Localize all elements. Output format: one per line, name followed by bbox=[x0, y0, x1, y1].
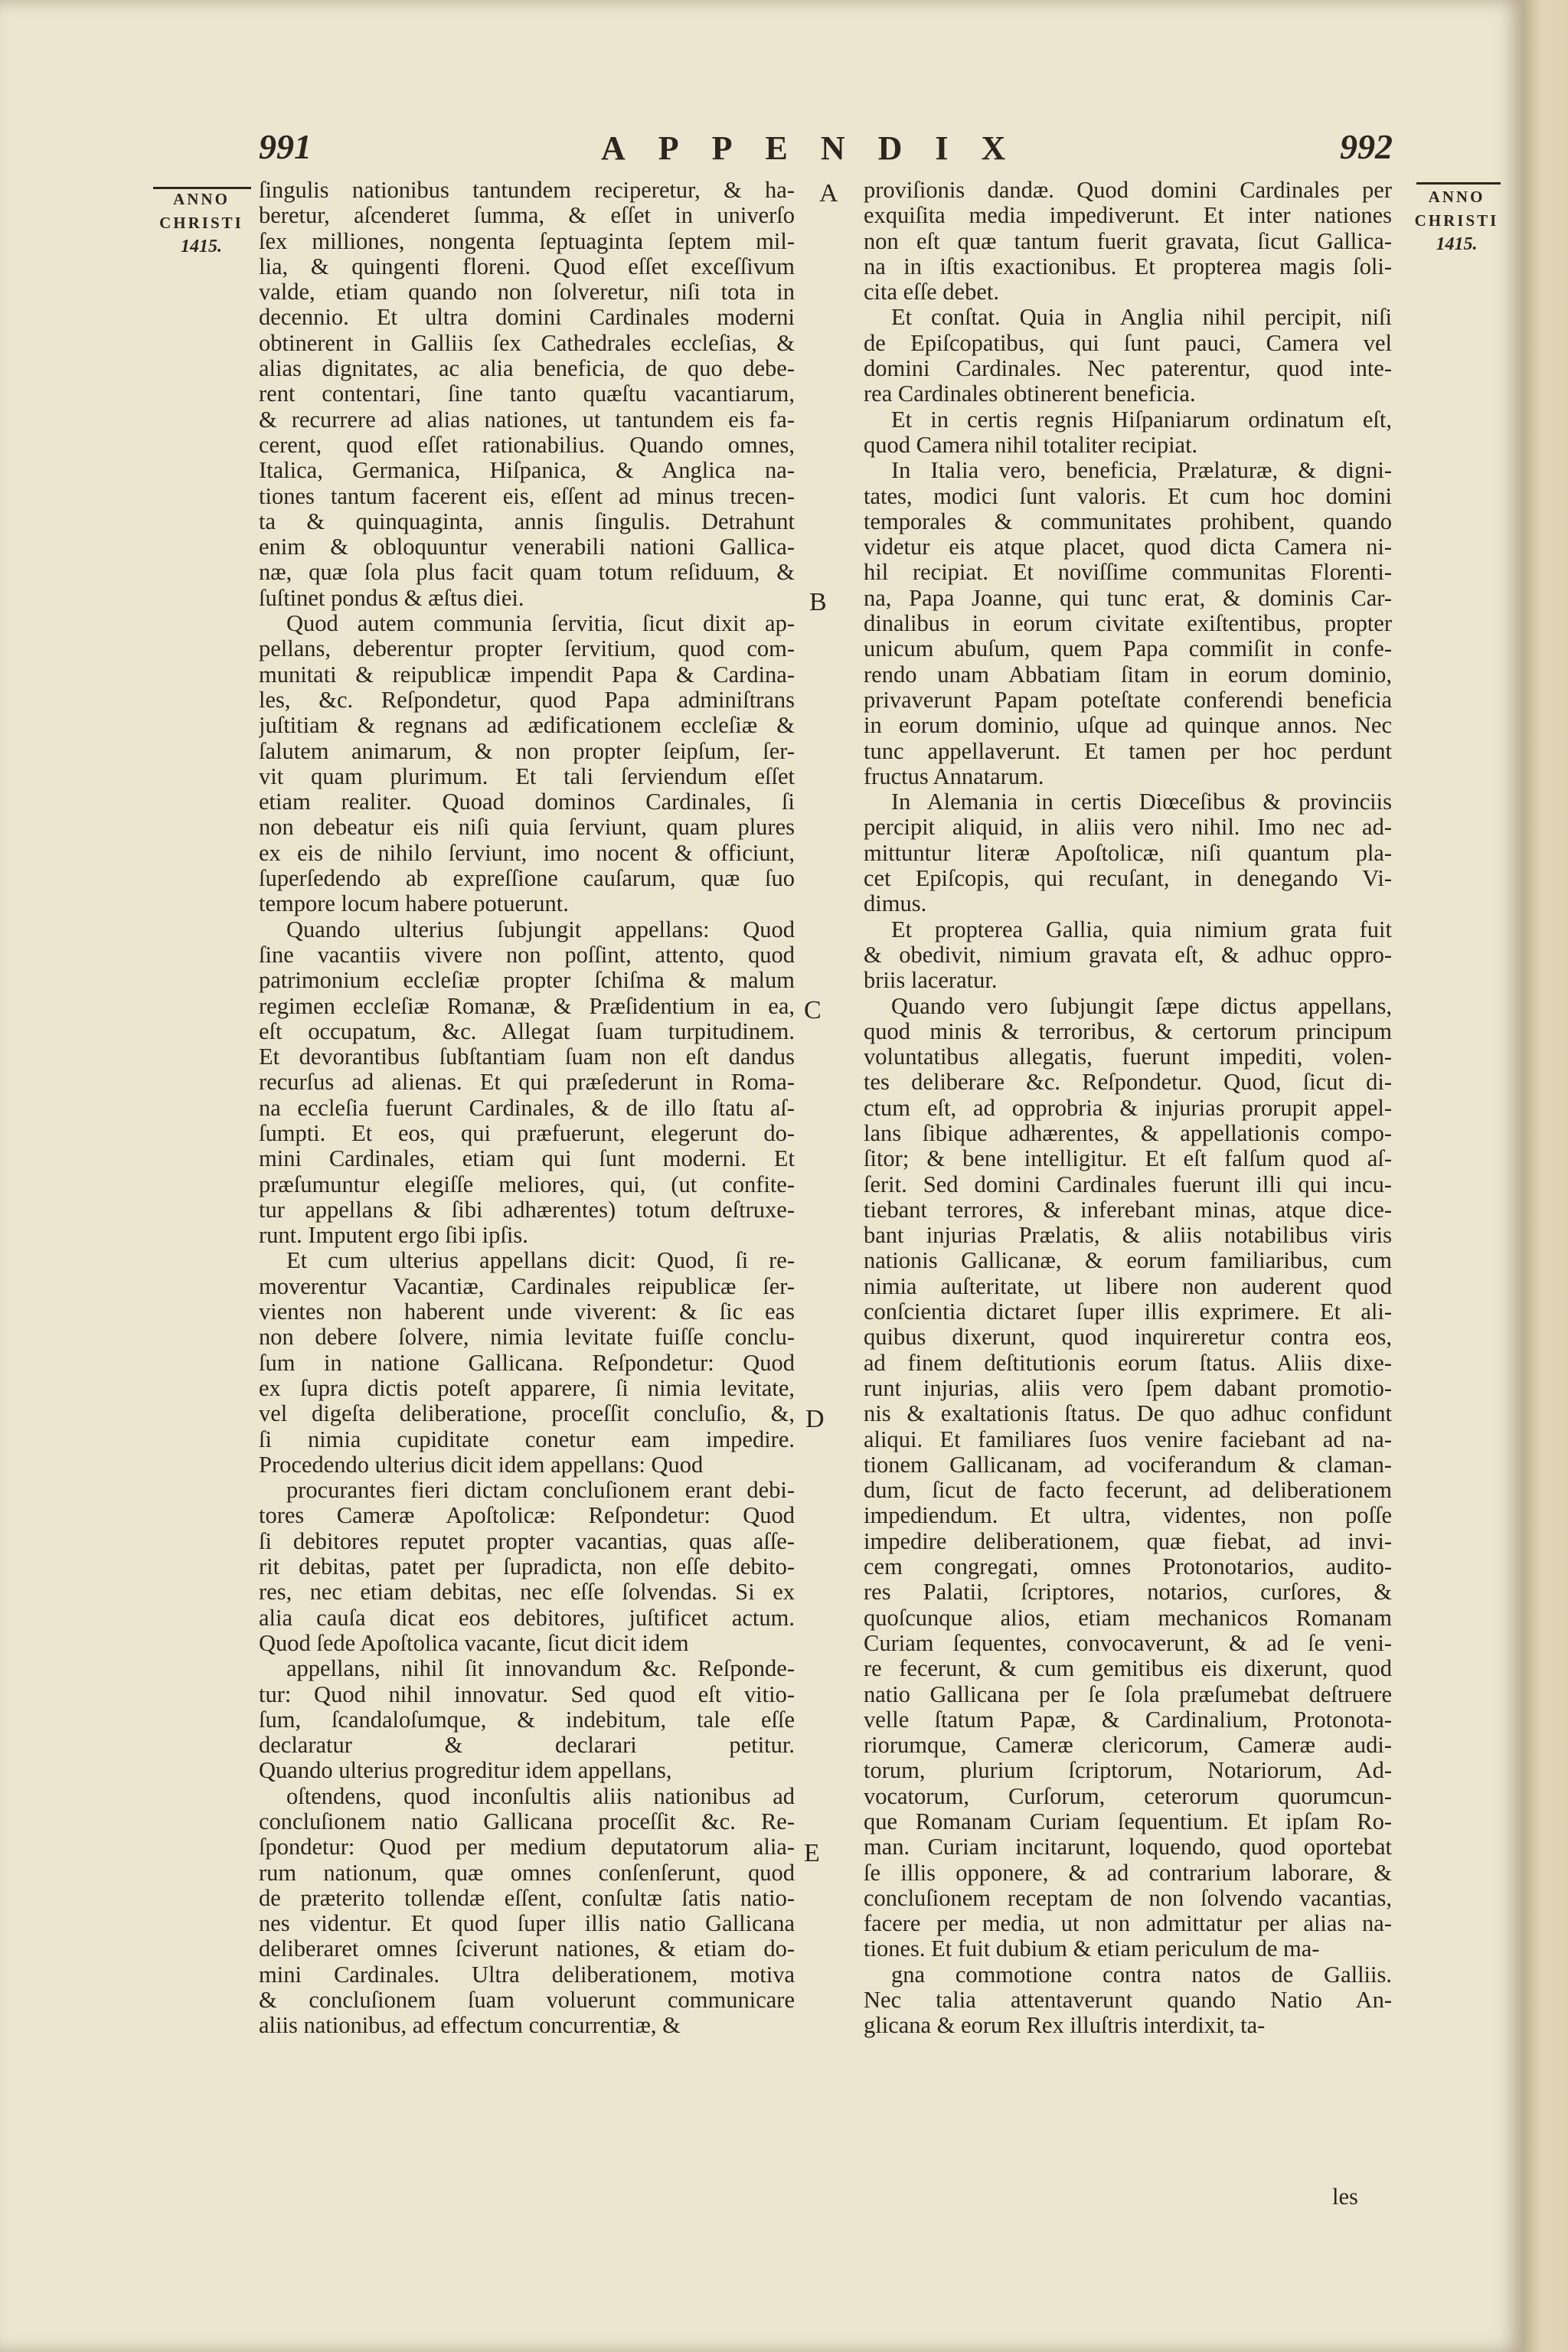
text-line: non debeatur eis niſi quia ſerviunt, quam plures bbox=[259, 815, 795, 841]
text-line: cita eſſe debet. bbox=[864, 279, 999, 305]
text-line: les, &c. Reſpondetur, quod Papa adminiſtrans bbox=[259, 687, 795, 713]
text-line: de Epiſcopatibus, qui ſunt pauci, Camera vel bbox=[864, 330, 1392, 356]
text-line: Quando vero ſubjungit ſæpe dictus appellans, bbox=[891, 993, 1392, 1019]
text-line: alia cauſa dicat eos debitores, juſtificet actum. bbox=[259, 1605, 795, 1631]
text-line: ſum in natione Gallicana. Reſpondetur: Quod bbox=[259, 1350, 795, 1376]
text-line: riorumque, Cameræ clericorum, Cameræ audi- bbox=[864, 1733, 1392, 1759]
text-line: na in iſtis exactionibus. Et propterea magis ſoli- bbox=[864, 253, 1392, 279]
text-line: nimia auſteritate, ut libere non auderent quod bbox=[864, 1273, 1392, 1299]
text-line: ctum eſt, ad opprobria & injurias prorupit appel- bbox=[864, 1095, 1392, 1121]
text-line: tates, modici ſunt valoris. Et cum hoc domini bbox=[864, 483, 1392, 509]
section-letter-a: A bbox=[819, 179, 838, 207]
text-line: moverentur Vacantiæ, Cardinales reipublicæ ſer- bbox=[259, 1273, 795, 1299]
text-line: Et conſtat. Quia in Anglia nihil percipit, niſi bbox=[891, 305, 1392, 331]
text-line: non debere ſolvere, nimia levitate fuiſſe conclu- bbox=[259, 1325, 795, 1351]
text-line: In Italia vero, beneficia, Prælaturæ, & digni- bbox=[891, 458, 1392, 484]
text-line: percipit aliquid, in aliis vero nihil. Imo nec ad- bbox=[864, 815, 1392, 841]
text-line: ſex milliones, nongenta ſeptuaginta ſeptem mil- bbox=[259, 228, 795, 254]
text-line: In Alemania in certis Diœceſibus & provinciis bbox=[891, 789, 1392, 815]
text-line: Italica, Germanica, Hiſpanica, & Anglica na- bbox=[259, 458, 795, 484]
text-line: tiebant terrores, & inferebant minas, atque dice- bbox=[864, 1197, 1392, 1223]
text-line: Et cum ulterius appellans dicit: Quod, ſi re- bbox=[286, 1248, 795, 1274]
text-line: tiones tantum facerent eis, eſſent ad minus trecen- bbox=[259, 483, 795, 509]
text-line: mittuntur literæ Apoſtolicæ, niſi quantum pla- bbox=[864, 840, 1392, 866]
text-line: res Palatii, ſcriptores, notarios, curſores, & bbox=[864, 1579, 1392, 1606]
text-line: quoſcunque alios, etiam mechanicos Romanam bbox=[864, 1605, 1392, 1631]
text-line: lans ſibique adhærentes, & appellationis compo- bbox=[864, 1120, 1392, 1146]
text-line: vel digeſta deliberatione, proceſſit concluſio, &, bbox=[259, 1401, 795, 1427]
text-line: recurſus ad alienas. Et qui præſederunt in Roma- bbox=[259, 1070, 795, 1096]
text-line: quod minis & terroribus, & certorum principum bbox=[864, 1018, 1392, 1044]
text-line: procurantes fieri dictam concluſionem erant debi- bbox=[286, 1478, 795, 1504]
text-column-right bbox=[864, 178, 1392, 2039]
text-line: ſingulis nationibus tantundem reciperetur, & ha- bbox=[259, 178, 795, 203]
text-line: quod Camera nihil totaliter recipiat. bbox=[864, 431, 1198, 458]
text-line: Nec talia attentaverunt quando Natio An- bbox=[864, 1988, 1392, 2014]
text-line: Quando ulterius ſubjungit appellans: Quod bbox=[286, 916, 795, 942]
text-line: & concluſionem ſuam voluerunt communicare bbox=[259, 1988, 795, 2014]
catchword: les bbox=[1332, 2184, 1358, 2210]
section-letter-b: B bbox=[809, 588, 827, 616]
text-line: tes deliberare &c. Reſpondetur. Quod, ſicut di- bbox=[864, 1070, 1392, 1096]
text-line: nationis Gallicanæ, & eorum familiaribus, cum bbox=[864, 1248, 1392, 1274]
text-line: fructus Annatarum. bbox=[864, 763, 1044, 789]
margin-note-right bbox=[1409, 185, 1504, 256]
text-line: rum nationum, quæ omnes conſenſerunt, quod bbox=[259, 1860, 795, 1886]
text-line: alias dignitates, ac alia beneficia, de quo debe- bbox=[259, 356, 795, 382]
text-line: decennio. Et ultra domini Cardinales moderni bbox=[259, 305, 795, 331]
text-line: concluſionem natio Gallicana proceſſit &c. Re- bbox=[259, 1809, 795, 1834]
text-line: Et devorantibus ſubſtantiam ſuam non eſt dandus bbox=[259, 1044, 795, 1070]
margin-note-anno: ANNO bbox=[1428, 188, 1485, 206]
text-line: unicum abuſum, quem Papa commiſit in confe- bbox=[864, 636, 1392, 662]
text-line: in eorum dominio, uſque ad quinque annos. Nec bbox=[864, 713, 1392, 739]
text-line: ta & quinquaginta, annis ſingulis. Detrahunt bbox=[259, 508, 795, 534]
text-line: na eccleſia fuerunt Cardinales, & de illo ſtatu aſ- bbox=[259, 1095, 795, 1121]
page-number-left: 991 bbox=[259, 127, 312, 166]
text-line: ſum, ſcandaloſumque, & indebitum, tale eſſe bbox=[259, 1707, 795, 1733]
margin-note-year: 1415. bbox=[1436, 234, 1478, 254]
margin-note-left bbox=[152, 188, 251, 259]
text-line: gna commotione contra natos de Galliis. bbox=[891, 1962, 1392, 1988]
text-line: man. Curiam incitarunt, loquendo, quod oportebat bbox=[864, 1834, 1392, 1860]
text-line: ſi debitores reputet propter vacantias, quas aſſe- bbox=[259, 1528, 795, 1554]
text-line: mini Cardinales. Ultra deliberationem, motiva bbox=[259, 1962, 795, 1988]
text-line: Curiam ſequentes, convocaverunt, & ad ſe veni- bbox=[864, 1630, 1392, 1656]
text-line: vientes non haberent unde viverent: & ſic eas bbox=[259, 1299, 795, 1325]
text-line: res, nec etiam debitas, nec eſſe ſolvendas. Si ex bbox=[259, 1579, 795, 1606]
text-line: ſumpti. Et eos, qui præfuerunt, elegerunt do- bbox=[259, 1120, 795, 1146]
margin-note-christi: CHRISTI bbox=[159, 214, 243, 232]
text-line: beretur, aſcenderet ſumma, & eſſet in univerſo bbox=[259, 203, 795, 229]
text-line: dum, ſicut de facto fecerunt, ad deliberationem bbox=[864, 1478, 1392, 1504]
text-line: tunc appellaverunt. Et tamen per hoc perdunt bbox=[864, 738, 1392, 764]
text-line: proviſionis dandæ. Quod domini Cardinales per bbox=[864, 178, 1392, 203]
section-letter-c: C bbox=[804, 996, 822, 1024]
text-line: tur appellans & ſibi adhærentes) totum deſtruxe- bbox=[259, 1197, 795, 1223]
text-line: tores Cameræ Apoſtolicæ: Reſpondetur: Quod bbox=[259, 1503, 795, 1529]
text-line: Quod ſede Apoſtolica vacante, ſicut dicit idem bbox=[259, 1629, 689, 1656]
text-line: re fecerunt, & cum gemitibus eis dixerunt, quod bbox=[864, 1656, 1392, 1682]
text-line: obtinerent in Galliis ſex Cathedrales eccleſias, & bbox=[259, 330, 795, 356]
text-line: ex ſupra dictis poteſt apparere, ſi nimia levitate, bbox=[259, 1375, 795, 1401]
text-line: Quod autem communia ſervitia, ſicut dixit ap- bbox=[286, 611, 795, 637]
text-line: ſpondetur: Quod per medium deputatorum alia- bbox=[259, 1834, 795, 1860]
text-line: præſumuntur elegiſſe meliores, qui, (ut confite- bbox=[259, 1171, 795, 1197]
margin-note-anno: ANNO bbox=[173, 190, 230, 208]
text-line: non eſt quæ tantum fuerit gravata, ſicut Gallica- bbox=[864, 228, 1392, 254]
text-line: videtur eis atque placet, quod dicta Camera ni- bbox=[864, 534, 1392, 560]
text-line: ſuſtinet pondus & æſtus diei. bbox=[259, 584, 524, 611]
text-line: cerent, quod eſſet rationabilius. Quando omnes, bbox=[259, 432, 795, 458]
text-line: Et in certis regnis Hiſpaniarum ordinatum eſt, bbox=[891, 407, 1392, 433]
text-line: hil recipiat. Et noviſſime communitas Florenti- bbox=[864, 560, 1392, 586]
text-line: domini Cardinales. Nec paterentur, quod inte- bbox=[864, 356, 1392, 382]
next-page-edge bbox=[1524, 0, 1568, 2352]
text-line: Procedendo ulterius dicit idem appellans: Quod bbox=[259, 1451, 704, 1478]
text-line: ſitor; & bene intelligitur. Et eſt falſum quod aſ- bbox=[864, 1146, 1392, 1172]
text-line: temporales & communitates prohibent, quando bbox=[864, 508, 1392, 534]
text-line: ſi nimia cupiditate conetur eam impedire. bbox=[259, 1426, 795, 1452]
text-line: pellans, deberentur propter ſervitium, quod com- bbox=[259, 636, 795, 662]
section-letter-e: E bbox=[804, 1839, 820, 1867]
text-line: Et propterea Gallia, quia nimium grata fuit bbox=[891, 916, 1392, 942]
text-line: de præterito tollendæ eſſent, conſultæ ſatis natio- bbox=[259, 1885, 795, 1911]
text-line: runt injurias, aliis vero ſpem dabant promotio- bbox=[864, 1375, 1392, 1401]
text-column-left bbox=[259, 178, 795, 2039]
text-line: Quando ulterius progreditur idem appellans, bbox=[259, 1757, 672, 1784]
text-line: & obedivit, nimium gravata eſt, & adhuc oppro- bbox=[864, 942, 1392, 968]
text-line: natio Gallicana per ſe ſola præſumebat deſtruere bbox=[864, 1681, 1392, 1707]
text-line: tur: Quod nihil innovatur. Sed quod eſt vitio- bbox=[259, 1681, 795, 1707]
text-line: ſine vacantiis vivere non poſſint, attento, quod bbox=[259, 942, 795, 968]
text-line: eſt occupatum, &c. Allegat ſuam turpitudinem. bbox=[259, 1018, 795, 1044]
text-line: na, Papa Joanne, qui tunc erat, & dominis Car- bbox=[864, 585, 1392, 611]
text-line: ad finem deſtitutionis eorum ſtatus. Aliis dixe- bbox=[864, 1350, 1392, 1376]
text-line: runt. Imputent ergo ſibi ipſis. bbox=[259, 1222, 528, 1249]
text-line: briis laceratur. bbox=[864, 967, 998, 994]
margin-note-christi: CHRISTI bbox=[1414, 211, 1499, 230]
text-line: regimen eccleſiæ Romanæ, & Præſidentium in ea, bbox=[259, 993, 795, 1019]
text-line: næ, quæ ſola plus facit quam totum reſiduum, & bbox=[259, 560, 795, 586]
margin-rule-right bbox=[1416, 182, 1501, 185]
text-line: lia, & quingenti floreni. Quod eſſet exceſſivum bbox=[259, 253, 795, 279]
text-line: declaratur & declarari petitur. bbox=[259, 1733, 795, 1759]
text-line: vit quam plurimum. Et tali ſerviendum eſſet bbox=[259, 763, 795, 789]
text-line: glicana & eorum Rex illuſtris interdixit, ta- bbox=[864, 2012, 1266, 2039]
text-line: enim & obloquuntur venerabili nationi Gallica- bbox=[259, 534, 795, 560]
text-line: exquiſita media impediverunt. Et inter nationes bbox=[864, 203, 1392, 229]
text-line: aliqui. Et familiares ſuos venire faciebant ad na- bbox=[864, 1426, 1392, 1452]
text-line: munitati & reipublicæ impendit Papa & Cardina- bbox=[259, 662, 795, 688]
text-line: ſerit. Sed domini Cardinales fuerunt illi qui incu- bbox=[864, 1171, 1392, 1197]
text-line: facere per media, ut non admittatur per alias na- bbox=[864, 1911, 1392, 1937]
text-line: tempore locum habere potuerunt. bbox=[259, 890, 569, 917]
text-line: cem congregati, omnes Protonotarios, audito- bbox=[864, 1554, 1392, 1580]
text-line: vocatorum, Curſorum, ceterorum quorumcun- bbox=[864, 1783, 1392, 1809]
text-line: ſuperſedendo ab expreſſione cauſarum, quæ ſuo bbox=[259, 866, 795, 892]
page-number-right: 992 bbox=[1340, 127, 1393, 166]
text-line: que Romanam Curiam ſequentium. Et ipſam Ro- bbox=[864, 1809, 1392, 1834]
text-line: ex eis de nihilo ſerviunt, imo nocent & officiunt, bbox=[259, 840, 795, 866]
text-line: tiones. Et fuit dubium & etiam periculum de ma- bbox=[864, 1936, 1320, 1962]
text-line: impediendum. Et ultra, videntes, non poſſe bbox=[864, 1503, 1392, 1529]
text-line: etiam realiter. Quoad dominos Cardinales, ſi bbox=[259, 789, 795, 815]
text-line: torum, plurium ſcriptorum, Notariorum, Ad- bbox=[864, 1758, 1392, 1784]
text-line: dinalibus in eorum civitate exiſtentibus, propter bbox=[864, 611, 1392, 637]
text-line: privaverunt Papam poteſtate conferendi beneficia bbox=[864, 687, 1392, 713]
text-line: nis & exaltationis ſtatus. De quo adhuc confidunt bbox=[864, 1401, 1392, 1427]
text-line: impedire deliberationem, quæ fiebat, ad invi- bbox=[864, 1528, 1392, 1554]
text-line: nes videntur. Et quod ſuper illis natio Gallicana bbox=[259, 1911, 795, 1937]
text-line: conſcientia dictaret ſuper illis exprimere. Et ali- bbox=[864, 1299, 1392, 1325]
text-line: & recurrere ad alias nationes, ut tantundem eis fa- bbox=[259, 407, 795, 433]
text-line: rent contentari, ſine tanto quæſtu vacantiarum, bbox=[259, 381, 795, 407]
text-line: ſe illis opponere, & ad contrarium laborare, & bbox=[864, 1860, 1392, 1886]
text-line: rendo unam Abbatiam ſitam in eorum dominio, bbox=[864, 662, 1392, 688]
text-line: bant injurias Prælatis, & aliis notabilibus viris bbox=[864, 1223, 1392, 1249]
text-line: rit debitas, patet per ſupradicta, non eſſe debito- bbox=[259, 1554, 795, 1580]
text-line: oſtendens, quod inconſultis aliis nationibus ad bbox=[286, 1783, 795, 1809]
text-line: appellans, nihil ſit innovandum &c. Reſponde- bbox=[286, 1656, 795, 1682]
text-line: tionem Gallicanam, ad vociferandum & claman- bbox=[864, 1452, 1392, 1478]
text-line: aliis nationibus, ad effectum concurrentiæ, & bbox=[259, 2012, 681, 2039]
text-line: dimus. bbox=[864, 890, 927, 917]
text-line: rea Cardinales obtinerent beneficia. bbox=[864, 381, 1196, 407]
text-line: concluſionem receptam de non ſolvendo vacantias, bbox=[864, 1885, 1392, 1911]
text-line: deliberaret omnes ſciverunt nationes, & etiam do- bbox=[259, 1936, 795, 1962]
text-line: voluntatibus allegatis, fuerunt impediti, volen- bbox=[864, 1044, 1392, 1070]
text-line: ſalutem animarum, & non propter ſeipſum, ſer- bbox=[259, 738, 795, 764]
text-line: patrimonium eccleſiæ propter ſchiſma & malum bbox=[259, 968, 795, 994]
text-line: juſtitiam & regnans ad ædificationem eccleſiæ & bbox=[259, 713, 795, 739]
margin-note-year: 1415. bbox=[181, 237, 222, 256]
section-letter-d: D bbox=[805, 1405, 825, 1433]
text-line: cet Epiſcopis, qui recuſant, in denegando Vi- bbox=[864, 866, 1392, 892]
text-line: valde, etiam quando non ſolveretur, niſi tota in bbox=[259, 279, 795, 305]
text-line: velle ſtatum Papæ, & Cardinalium, Protonota- bbox=[864, 1707, 1392, 1733]
running-title: APPENDIX bbox=[601, 129, 1039, 167]
text-line: mini Cardinales, etiam qui ſunt moderni. Et bbox=[259, 1146, 795, 1172]
text-line: quibus dixerunt, quod inquireretur contra eos, bbox=[864, 1325, 1392, 1351]
